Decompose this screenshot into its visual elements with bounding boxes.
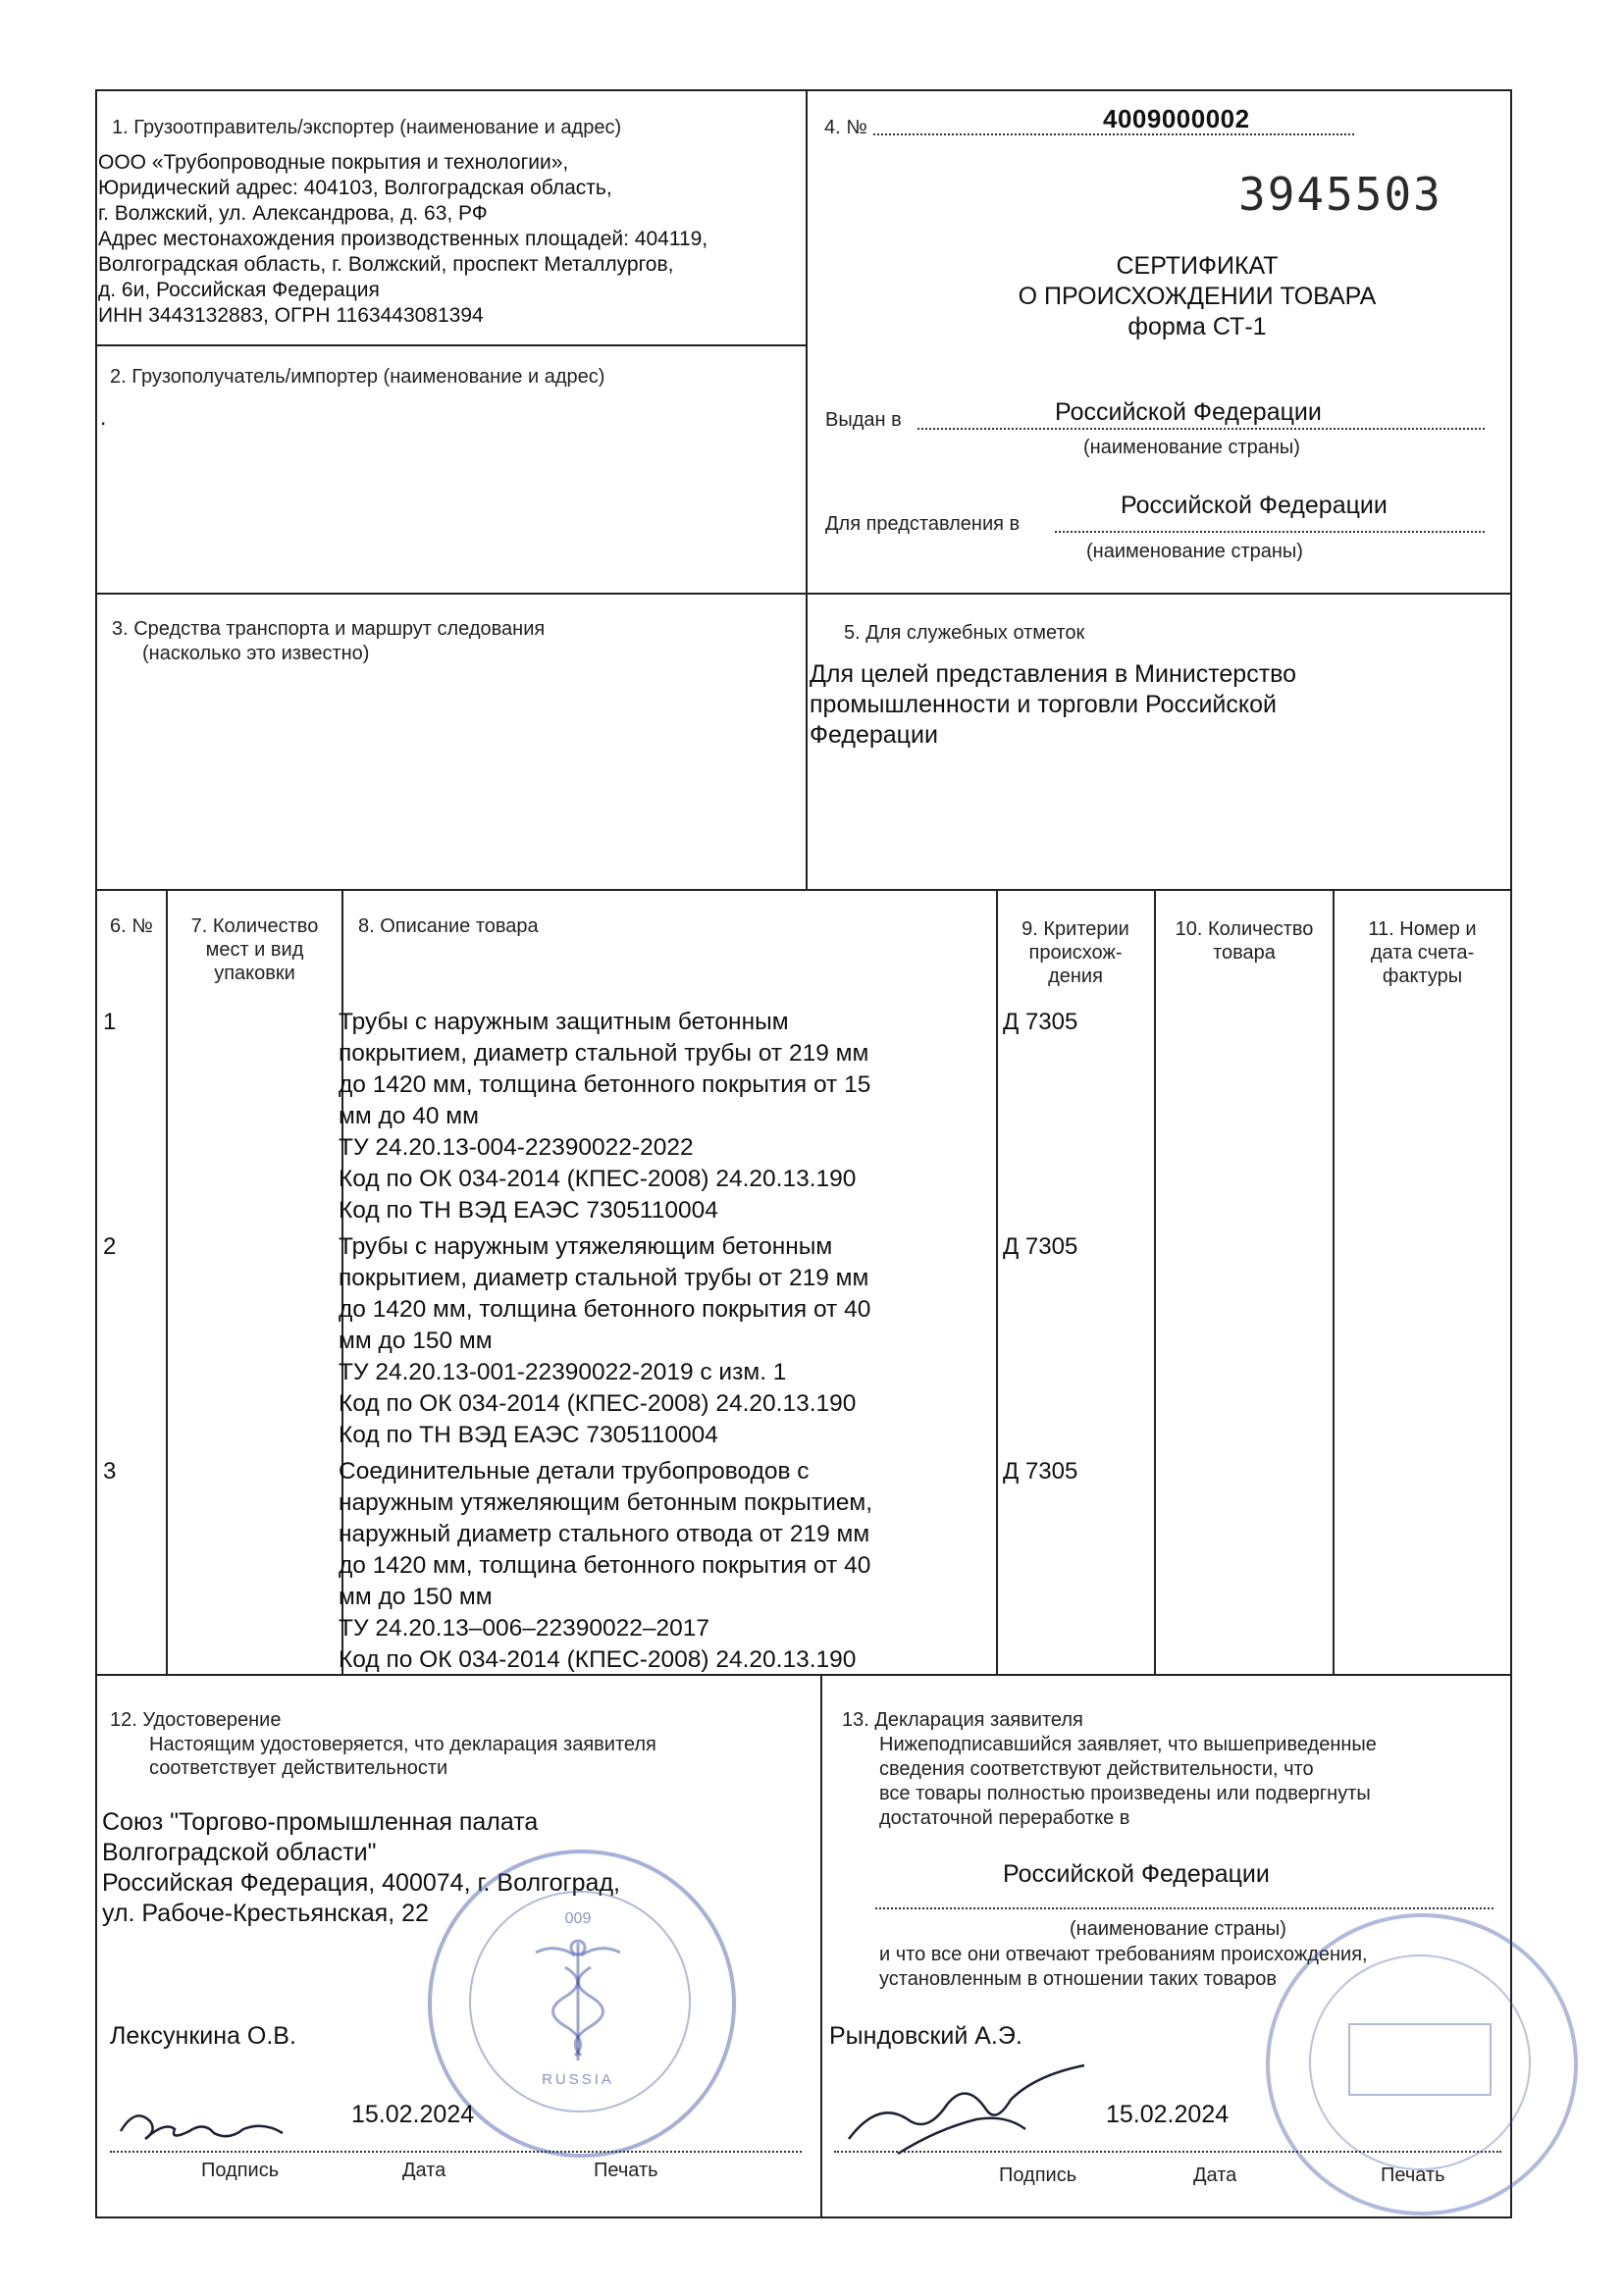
table-col-4: [1154, 889, 1156, 1674]
header-amount: 10. Количество товара: [1175, 918, 1314, 964]
box4-no-dots: [873, 133, 1354, 135]
present-label: Для представления в: [825, 513, 1021, 535]
header-desc: 8. Описание товара: [358, 915, 539, 937]
box3-label: 3. Средства транспорта и маршрут следования: [112, 618, 546, 640]
box1-label: 1. Грузоотправитель/экспортер (наименование и адрес): [112, 117, 622, 138]
divider-row2: [95, 593, 1512, 595]
certificate-title-3: форма СТ-1: [1127, 313, 1267, 340]
certificate-title-2: О ПРОИСХОЖДЕНИИ ТОВАРА: [1018, 283, 1377, 310]
header-crit: 9. Критерии происхож- дения: [1022, 918, 1129, 987]
consignee-value: .: [100, 404, 107, 430]
box12-seal-label: Печать: [594, 2160, 658, 2181]
box13-text2: и что все они отвечают требованиям происхождения, установленным в отношении таких товаров: [879, 1944, 1368, 1990]
row-2-num: 2: [103, 1233, 117, 1260]
box13-text: Нижеподписавшийся заявляет, что вышеприведенные сведения соответствуют действительности, что все товары полностью произведены или подвергнуты достаточной переработке в: [879, 1734, 1377, 1829]
box13-country-dots: [875, 1907, 1493, 1909]
present-dots: [1055, 531, 1485, 533]
box13-sign-dots: [834, 2151, 1501, 2153]
box2-label: 2. Грузополучатель/импортер (наименование и адрес): [110, 366, 605, 388]
certificate-number: 4009000002: [1103, 104, 1250, 133]
box5-label: 5. Для служебных отметок: [844, 622, 1085, 644]
box4-no-label: 4. №: [824, 117, 867, 138]
divider-table-top: [95, 889, 1512, 891]
shipper-line-1: ООО «Трубопроводные покрытия и технологии»,: [98, 151, 569, 174]
header-qty: 7. Количество мест и вид упаковки: [190, 915, 319, 984]
box13-date: 15.02.2024: [1106, 2101, 1230, 2128]
row-2-crit: Д 7305: [1003, 1233, 1078, 1260]
chamber-stamp-code: 009: [564, 1910, 592, 1927]
shipper-line-4: Адрес местонахождения производственных площадей: 404119,: [98, 228, 708, 250]
box12-label: 12. Удостоверение: [110, 1709, 282, 1731]
box5-text: Для целей представления в Министерство промышленности и торговли Российской Федерации: [810, 660, 1297, 749]
box13-seal-label: Печать: [1381, 2164, 1445, 2186]
frame-top: [95, 89, 1512, 91]
box12-sig-label: Подпись: [201, 2160, 280, 2181]
certificate-title-1: СЕРТИФИКАТ: [1116, 252, 1279, 280]
row-1-desc: Трубы с наружным защитным бетонным покрытием, диаметр стальной трубы от 219 мм до 1420 мм, толщина бетонного покрытия от 15 мм до 40 мм ТУ 24.20.13-004-22390022-2022 Код по ОК 034-2014 (КПЕС-2008) 24.20.13.190 Код по ТН ВЭД ЕАЭС 7305110004: [339, 1009, 871, 1224]
table-col-1: [166, 889, 168, 1674]
box12-date-label: Дата: [402, 2160, 446, 2181]
shipper-line-7: ИНН 3443132883, ОГРН 1163443081394: [98, 304, 484, 327]
present-country: Российской Федерации: [1121, 492, 1388, 519]
certificate-serial: 3945503: [1238, 168, 1442, 221]
divider-box1-box2: [95, 344, 808, 346]
shipper-line-2: Юридический адрес: 404103, Волгоградская область,: [98, 177, 612, 199]
issued-country-hint: (наименование страны): [1083, 437, 1300, 458]
frame-bottom: [95, 2216, 1512, 2218]
divider-top-vertical: [806, 89, 808, 890]
row-3-desc: Соединительные детали трубопроводов с наружным утяжеляющим бетонным покрытием, наружный диаметр стального отвода от 219 мм до 1420 мм, толщина бетонного покрытия от 40 мм до 150 мм ТУ 24.20.13–006–22390022–2017 Код по ОК 034-2014 (КПЕС-2008) 24.20.13.190: [339, 1458, 873, 1673]
row-2-desc: Трубы с наружным утяжеляющим бетонным покрытием, диаметр стальной трубы от 219 мм до 1420 мм, толщина бетонного покрытия от 40 мм до 150 мм ТУ 24.20.13-001-22390022-2019 с изм. 1 Код по ОК 034-2014 (КПЕС-2008) 24.20.13.190 Код по ТН ВЭД ЕАЭС 7305110004: [339, 1233, 871, 1448]
box12-signer: Лексункина О.В.: [110, 2022, 296, 2050]
frame-right: [1510, 89, 1512, 2218]
row-3-num: 3: [103, 1458, 117, 1485]
box12-sign-dots: [110, 2151, 802, 2153]
issued-country: Российской Федерации: [1055, 398, 1322, 426]
shipper-line-6: д. 6и, Российская Федерация: [98, 279, 380, 301]
issued-label: Выдан в: [825, 409, 902, 431]
box12-org: Союз "Торгово-промышленная палата Волгоградской области" Российская Федерация, 400074, г. Волгоград, ул. Рабоче-Крестьянская, 22: [102, 1808, 620, 1927]
row-1-crit: Д 7305: [1003, 1009, 1078, 1035]
shipper-line-3: г. Волжский, ул. Александрова, д. 63, РФ: [98, 202, 488, 225]
present-country-hint: (наименование страны): [1086, 541, 1303, 562]
divider-bottom-vertical: [820, 1674, 822, 2218]
box13-label: 13. Декларация заявителя: [842, 1709, 1083, 1731]
box13-country: Российской Федерации: [1003, 1860, 1270, 1888]
box13-signer: Рындовский А.Э.: [829, 2022, 1022, 2050]
frame-left: [95, 89, 97, 2218]
table-col-3: [996, 889, 998, 1674]
header-num: 6. №: [110, 915, 153, 937]
issued-dots: [917, 428, 1485, 430]
box13-country-hint: (наименование страны): [1070, 1918, 1286, 1940]
shipper-line-5: Волгоградская область, г. Волжский, проспект Металлургов,: [98, 253, 674, 276]
box12-text: Настоящим удостоверяется, что декларация заявителя соответствует действительности: [149, 1734, 656, 1779]
box13-sig-label: Подпись: [999, 2164, 1077, 2186]
table-col-5: [1333, 889, 1335, 1674]
header-invoice: 11. Номер и дата счета- фактуры: [1368, 918, 1477, 987]
box13-date-label: Дата: [1193, 2164, 1237, 2186]
box3-sublabel: (насколько это известно): [142, 643, 370, 664]
row-1-num: 1: [103, 1009, 117, 1035]
chamber-stamp-country: RUSSIA: [542, 2071, 614, 2088]
company-stamp-box: [1348, 2023, 1492, 2096]
box12-date: 15.02.2024: [351, 2101, 475, 2128]
row-3-crit: Д 7305: [1003, 1458, 1078, 1485]
